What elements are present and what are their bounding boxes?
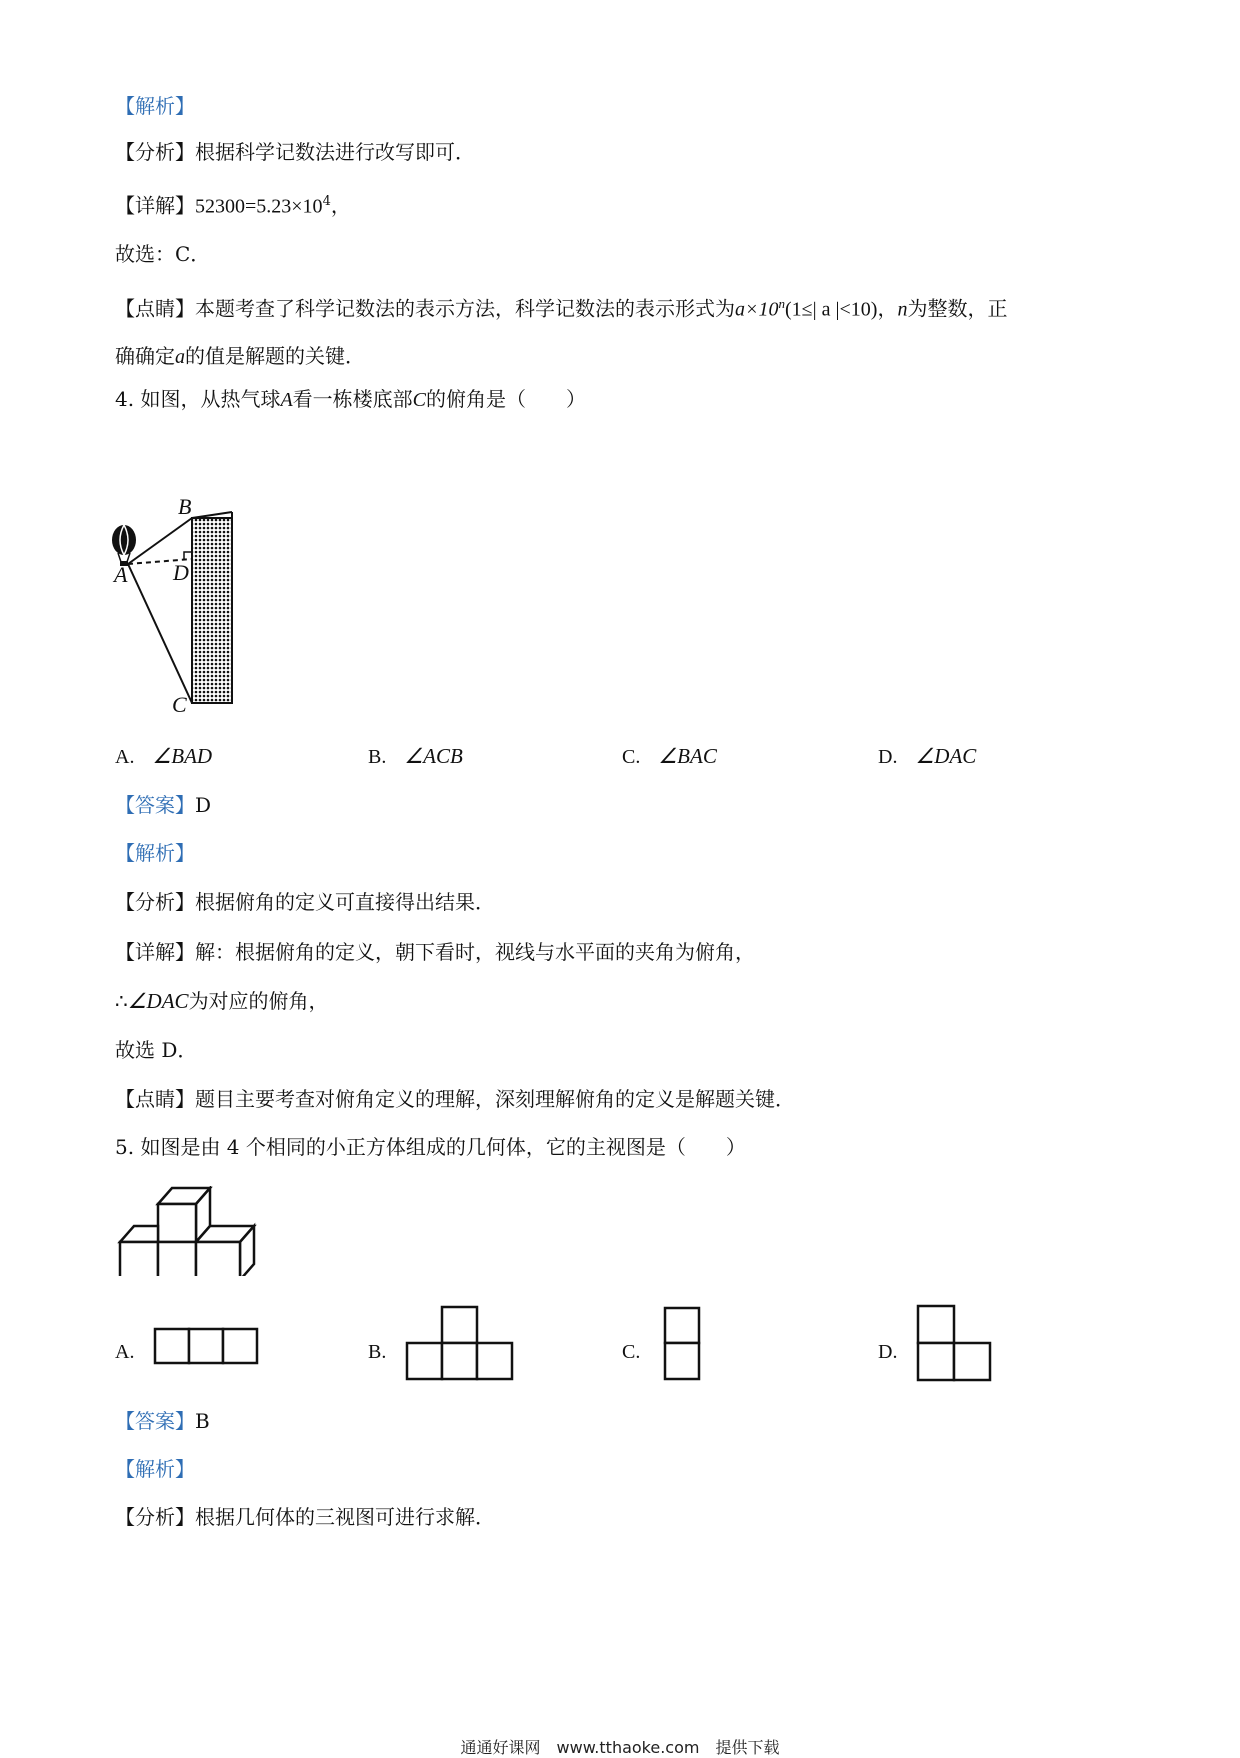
q5-option-b-figure <box>405 1305 515 1383</box>
label-C: C <box>172 692 187 715</box>
q4-therefore: ∴∠DAC为对应的俯角， <box>115 989 329 1013</box>
q5-option-c-figure <box>663 1306 703 1383</box>
q5-daan: 【答案】B <box>115 1409 210 1433</box>
q3-dianjing: 【点睛】本题考查了科学记数法的表示方法，科学记数法的表示形式为$a\times 10^n(1\le|$ a |<10)，n为整数，正 <box>115 296 1008 321</box>
q5-option-d-figure <box>916 1304 994 1384</box>
q4-daan: 【答案】D <box>115 793 212 817</box>
label-B: B <box>178 494 192 519</box>
q5-option-b[interactable]: B. <box>368 1341 387 1363</box>
label-A: A <box>114 562 128 587</box>
q4-dianjing: 【点睛】题目主要考查对俯角定义的理解，深刻理解俯角的定义是解题关键． <box>115 1087 795 1111</box>
q4-guxuan: 故选 D． <box>115 1038 198 1062</box>
q3-jiexi: 【解析】 <box>115 94 195 118</box>
q5-option-a-figure <box>153 1327 261 1367</box>
q4-xiangjie: 【详解】解：根据俯角的定义，朝下看时，视线与水平面的夹角为俯角， <box>115 940 755 964</box>
q4-figure <box>110 490 270 715</box>
q3-fenxi: 【分析】根据科学记数法进行改写即可． <box>115 140 475 164</box>
q4-option-a[interactable]: A. ∠BAD <box>115 744 213 768</box>
q3-guxuan: 故选：C． <box>115 242 211 266</box>
building <box>192 518 232 703</box>
q5-jiexi: 【解析】 <box>115 1457 195 1481</box>
q5-option-d[interactable]: D. <box>878 1341 898 1363</box>
q5-question: 5. 如图是由 4 个相同的小正方体组成的几何体，它的主视图是（ ） <box>115 1135 746 1159</box>
q4-option-d[interactable]: D. ∠DAC <box>878 744 977 768</box>
q5-fenxi: 【分析】根据几何体的三视图可进行求解． <box>115 1505 495 1529</box>
q4-option-c[interactable]: C. ∠BAC <box>622 744 717 768</box>
footer: 通通好课网 www.tthaoke.com 提供下载 <box>460 1738 780 1757</box>
q5-option-a[interactable]: A. <box>115 1341 135 1363</box>
line-AB <box>128 518 192 564</box>
q4-option-b[interactable]: B. ∠ACB <box>368 744 463 768</box>
q5-figure <box>115 1186 260 1276</box>
q4-question: 4. 如图，从热气球A看一栋楼底部C的俯角是（ ） <box>115 387 587 411</box>
label-D: D <box>173 560 189 585</box>
q5-option-c[interactable]: C. <box>622 1341 641 1363</box>
q3-xiangjie: 【详解】$52300=5.23\times 10^4$， <box>115 193 351 218</box>
q4-jiexi: 【解析】 <box>115 841 195 865</box>
q3-dianjing-line2: 确确定a的值是解题的关键． <box>115 344 365 368</box>
q4-fenxi: 【分析】根据俯角的定义可直接得出结果． <box>115 890 495 914</box>
